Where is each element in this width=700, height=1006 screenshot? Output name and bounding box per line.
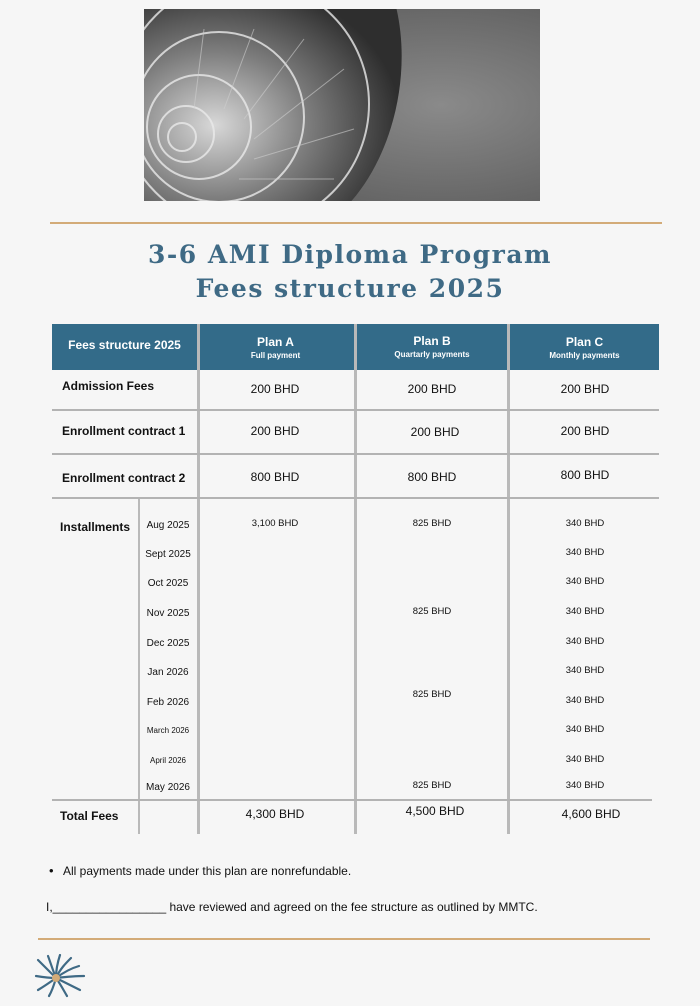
plan-c-installment: 340 BHD bbox=[565, 754, 605, 765]
row-divider bbox=[52, 799, 652, 801]
row-label-installments: Installments bbox=[60, 520, 131, 534]
plan-b-installment: 825 BHD bbox=[412, 689, 452, 700]
note-item: • All payments made under this plan are nonrefundable. bbox=[46, 864, 351, 878]
header-plan-b bbox=[356, 334, 508, 359]
plan-c-installment: 340 BHD bbox=[565, 606, 605, 617]
column-divider bbox=[197, 324, 200, 834]
month-label: Sept 2025 bbox=[145, 549, 191, 560]
plan-c-installment: 340 BHD bbox=[565, 724, 605, 735]
plan-b-enrollment-2: 800 BHD bbox=[407, 470, 457, 484]
row-divider bbox=[52, 453, 659, 455]
page-title: 3-6 AMI Diploma Program bbox=[148, 240, 552, 269]
plan-c-enrollment-2: 800 BHD bbox=[560, 468, 610, 482]
month-label: Aug 2025 bbox=[146, 520, 190, 531]
plan-a-name: Plan A bbox=[257, 335, 294, 349]
plan-c-installment: 340 BHD bbox=[565, 547, 605, 558]
plan-c-sub: Monthly payments bbox=[549, 351, 620, 360]
month-label: April 2026 bbox=[149, 756, 187, 765]
month-label: Feb 2026 bbox=[146, 697, 190, 708]
plan-b-total: 4,500 BHD bbox=[405, 804, 465, 818]
month-label: Oct 2025 bbox=[147, 578, 189, 589]
row-divider bbox=[52, 497, 659, 499]
month-label: Nov 2025 bbox=[146, 608, 190, 619]
fees-table bbox=[52, 324, 659, 834]
plan-c-enrollment-1: 200 BHD bbox=[560, 424, 610, 438]
shell-logo-icon bbox=[34, 954, 92, 998]
plan-b-installment: 825 BHD bbox=[412, 606, 452, 617]
plan-b-name: Plan B bbox=[413, 334, 451, 348]
month-label: May 2026 bbox=[146, 782, 190, 793]
bottom-divider bbox=[38, 938, 650, 940]
notes-list bbox=[46, 864, 351, 878]
plan-c-total: 4,600 BHD bbox=[561, 807, 621, 821]
plan-c-admission: 200 BHD bbox=[560, 382, 610, 396]
plan-c-name: Plan C bbox=[565, 335, 604, 349]
plan-a-enrollment-2: 800 BHD bbox=[250, 470, 300, 484]
page-subtitle: Fees structure 2025 bbox=[195, 274, 505, 303]
plan-c-installment: 340 BHD bbox=[565, 695, 605, 706]
header-plan-a bbox=[198, 335, 353, 360]
plan-b-admission: 200 BHD bbox=[407, 382, 457, 396]
plan-b-sub: Quartarly payments bbox=[394, 350, 470, 359]
header-plan-c bbox=[510, 335, 659, 360]
ammonite-hero-image bbox=[144, 9, 540, 201]
row-label-enrollment-2: Enrollment contract 2 bbox=[62, 471, 186, 485]
month-label: March 2026 bbox=[146, 726, 190, 735]
month-label: Dec 2025 bbox=[146, 638, 190, 649]
plan-a-enrollment-1: 200 BHD bbox=[250, 424, 300, 438]
plan-a-admission: 200 BHD bbox=[250, 382, 300, 396]
row-label-total: Total Fees bbox=[60, 809, 119, 823]
header-corner: Fees structure 2025 bbox=[68, 338, 181, 352]
month-label: Jan 2026 bbox=[147, 667, 189, 678]
plan-a-sub: Full payment bbox=[250, 351, 301, 360]
top-divider bbox=[50, 222, 662, 224]
plan-a-total: 4,300 BHD bbox=[245, 807, 305, 821]
plan-a-installment: 3,100 BHD bbox=[251, 518, 299, 529]
row-divider bbox=[52, 409, 659, 411]
column-divider bbox=[354, 324, 357, 834]
row-label-admission: Admission Fees bbox=[62, 379, 155, 393]
plan-b-enrollment-1: 200 BHD bbox=[410, 425, 460, 439]
plan-c-installment: 340 BHD bbox=[565, 665, 605, 676]
plan-c-installment: 340 BHD bbox=[565, 636, 605, 647]
plan-b-installment: 825 BHD bbox=[412, 518, 452, 529]
plan-c-installment: 340 BHD bbox=[565, 780, 605, 791]
plan-c-installment: 340 BHD bbox=[565, 518, 605, 529]
row-label-enrollment-1: Enrollment contract 1 bbox=[62, 424, 186, 438]
plan-b-installment: 825 BHD bbox=[412, 780, 452, 791]
agreement-line: I,_________________ have reviewed and agreed on the fee structure as outlined by MMTC. bbox=[46, 900, 538, 914]
plan-c-installment: 340 BHD bbox=[565, 576, 605, 587]
